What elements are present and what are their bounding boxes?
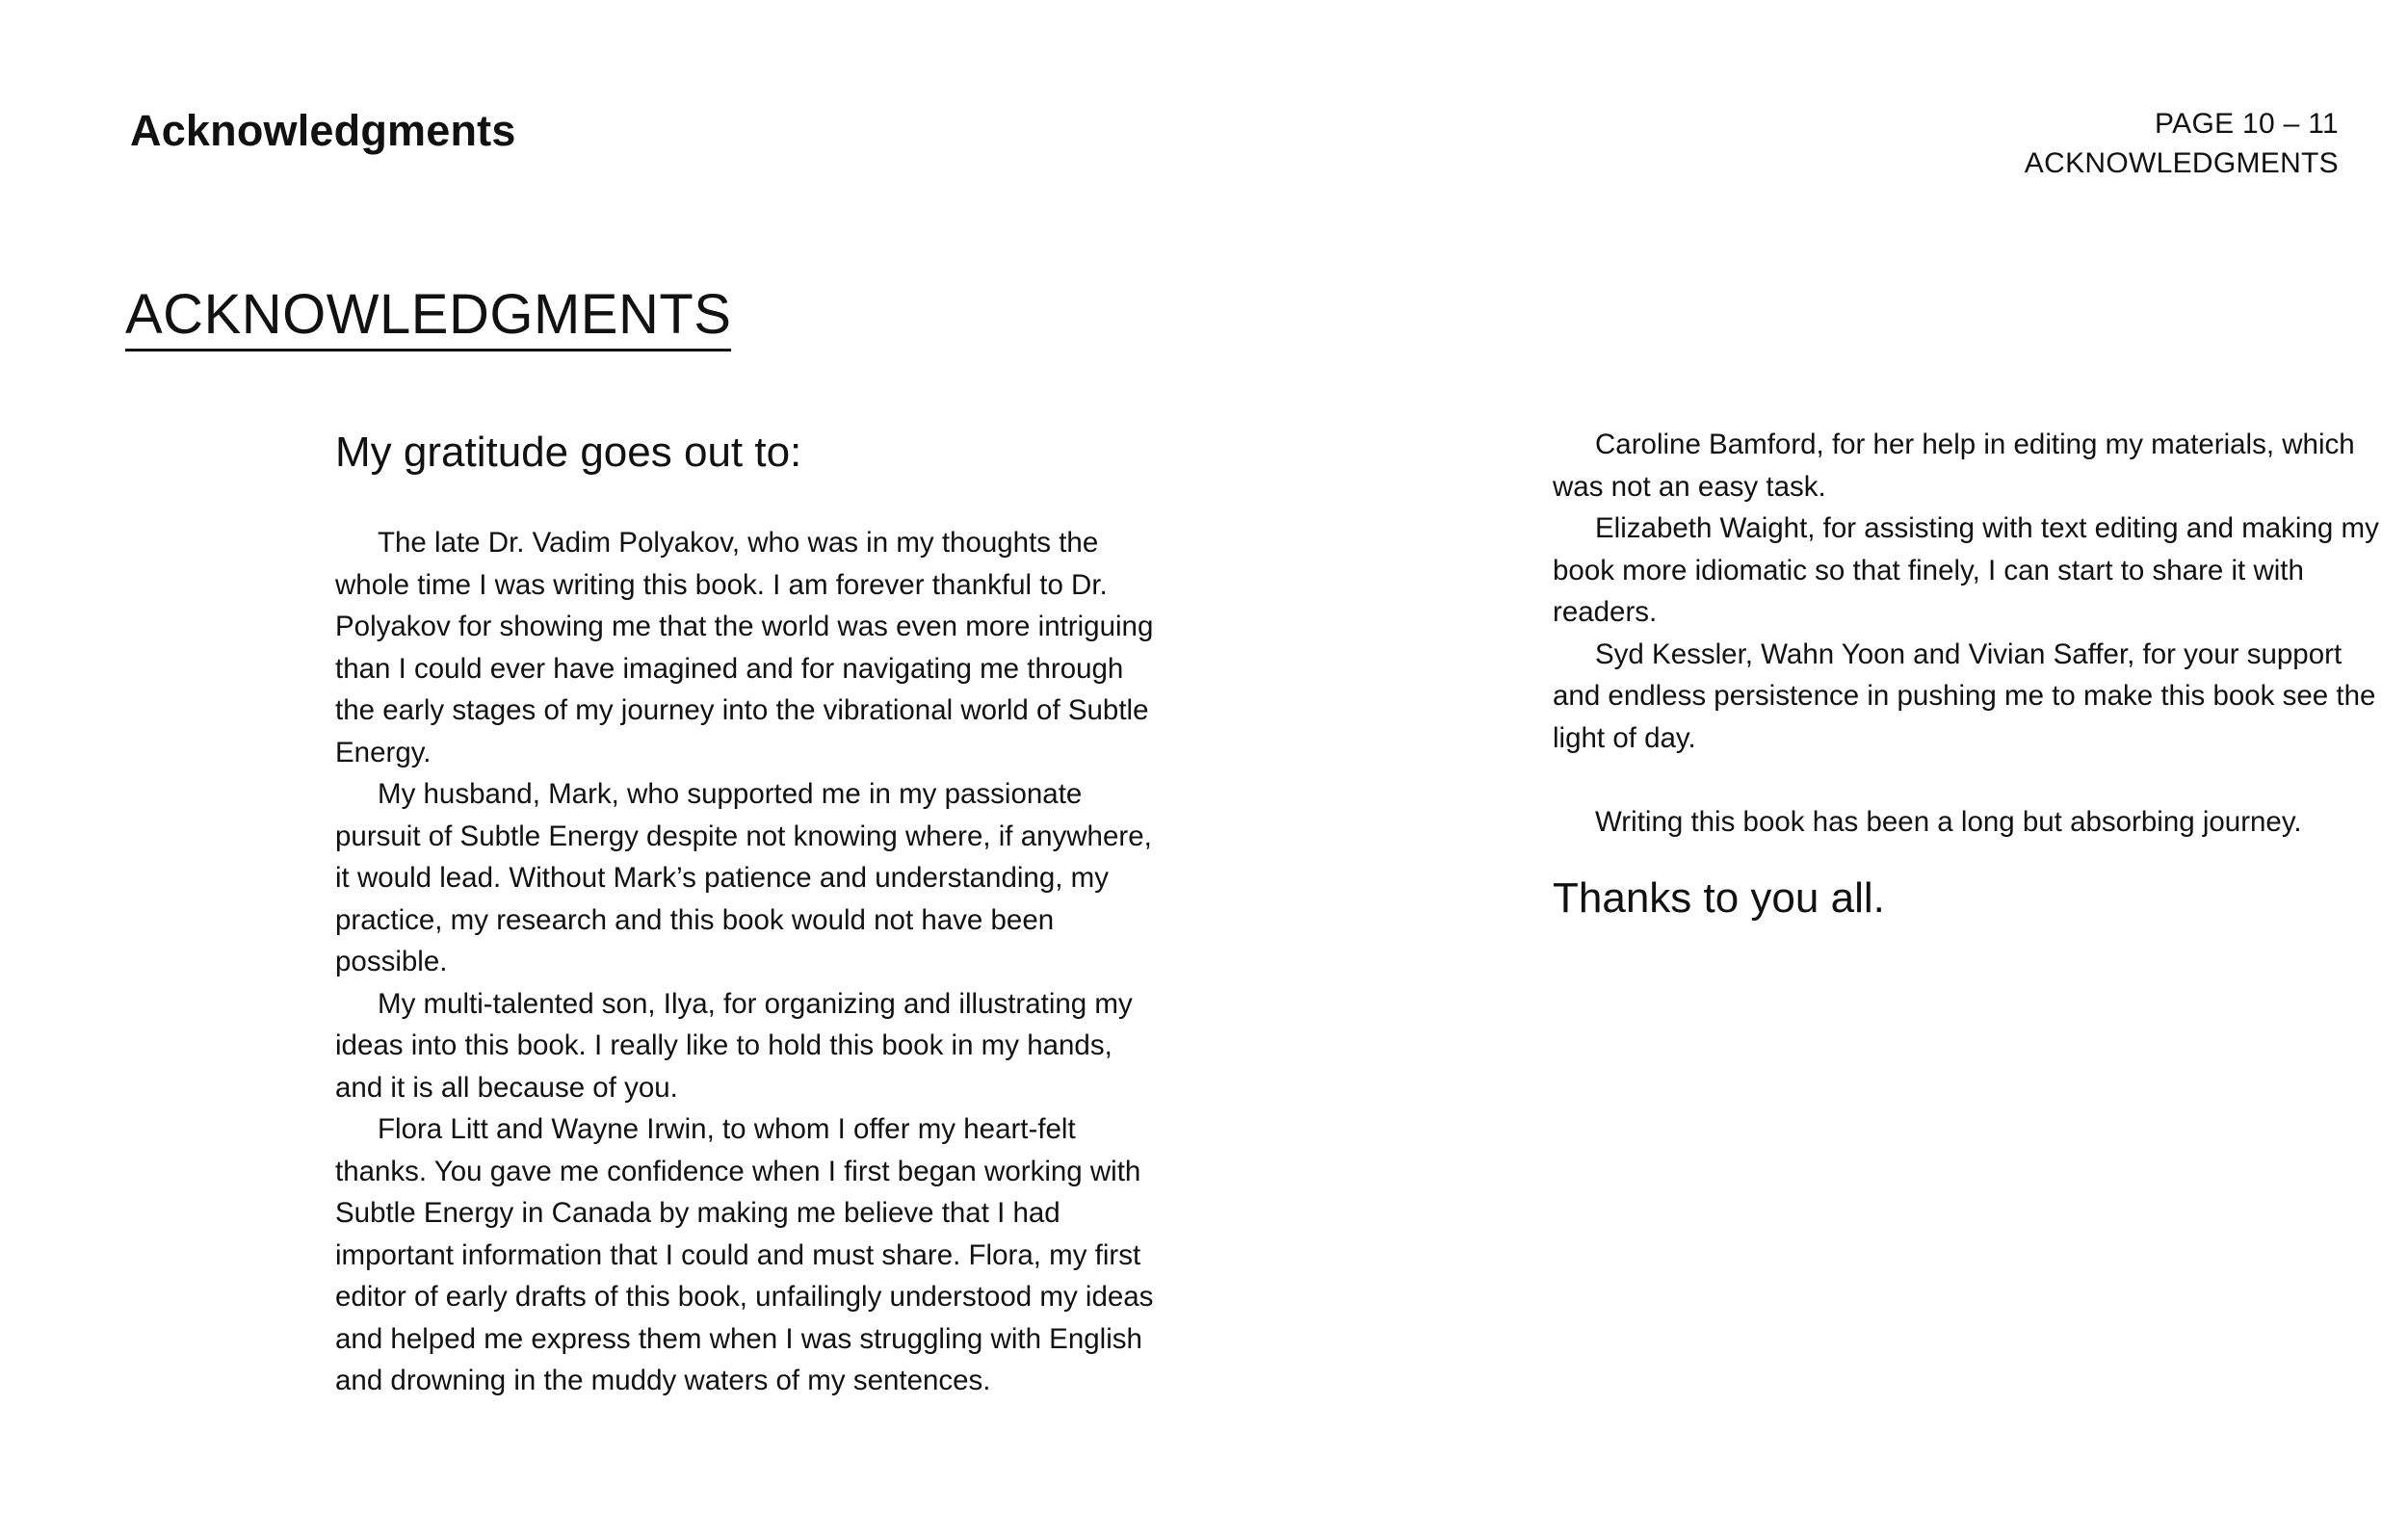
paragraph-son: My multi-talented son, Ilya, for organizing and illustrating my ideas into this book. I really like to hold this book in my hands, and it is all because of you. bbox=[335, 987, 1133, 1104]
paragraph-husband: My husband, Mark, who supported me in my passionate pursuit of Subtle Energy despite not knowing where, if anywhere, it would lead. Without Mark’s patience and understanding, my practice, my research and this book would not have been possible. bbox=[335, 778, 1152, 977]
closing-thanks: Thanks to you all. bbox=[1553, 874, 1885, 922]
paragraph-bamford: Caroline Bamford, for her help in editing my materials, which was not an easy task. bbox=[1553, 429, 2355, 503]
page-reference bbox=[2025, 104, 2339, 183]
gratitude-lead: My gratitude goes out to: bbox=[335, 429, 802, 476]
section-label: ACKNOWLEDGMENTS bbox=[2024, 147, 2339, 179]
paragraph-spacer bbox=[1553, 759, 2381, 801]
running-title: Acknowledgments bbox=[130, 106, 516, 155]
paragraph-waight: Elizabeth Waight, for assisting with text editing and making my book more idiomatic so that finely, I can start to share it with readers. bbox=[1553, 512, 2379, 628]
page-range: PAGE 10 – 11 bbox=[2155, 108, 2339, 140]
page-title: ACKNOWLEDGMENTS bbox=[125, 281, 731, 351]
right-column bbox=[1553, 424, 2381, 927]
left-column bbox=[335, 424, 1154, 1402]
paragraph-kessler-yoon-saffer: Syd Kessler, Wahn Yoon and Vivian Saffer, for your support and endless persistence in pushing me to make this book see the light of day. bbox=[1553, 638, 2376, 754]
paragraph-litt-irwin: Flora Litt and Wayne Irwin, to whom I offer my heart-felt thanks. You gave me confidence when I first began working with Subtle Energy in Canada by making me believe that I had important information that I could and must share. Flora, my first editor of early drafts of this book, unfailingly understood my ideas and helped me express them when I was struggling with English and drowning in the muddy waters of my sentences. bbox=[335, 1113, 1154, 1396]
paragraph-polyakov: The late Dr. Vadim Polyakov, who was in my thoughts the whole time I was writing this book. I am forever thankful to Dr. Polyakov for showing me that the world was even more intriguing than I could ever have imagined and for navigating me through the early stages of my journey into the vibrational world of Subtle Energy. bbox=[335, 527, 1154, 768]
paragraph-journey: Writing this book has been a long but absorbing journey. bbox=[1595, 805, 2302, 838]
